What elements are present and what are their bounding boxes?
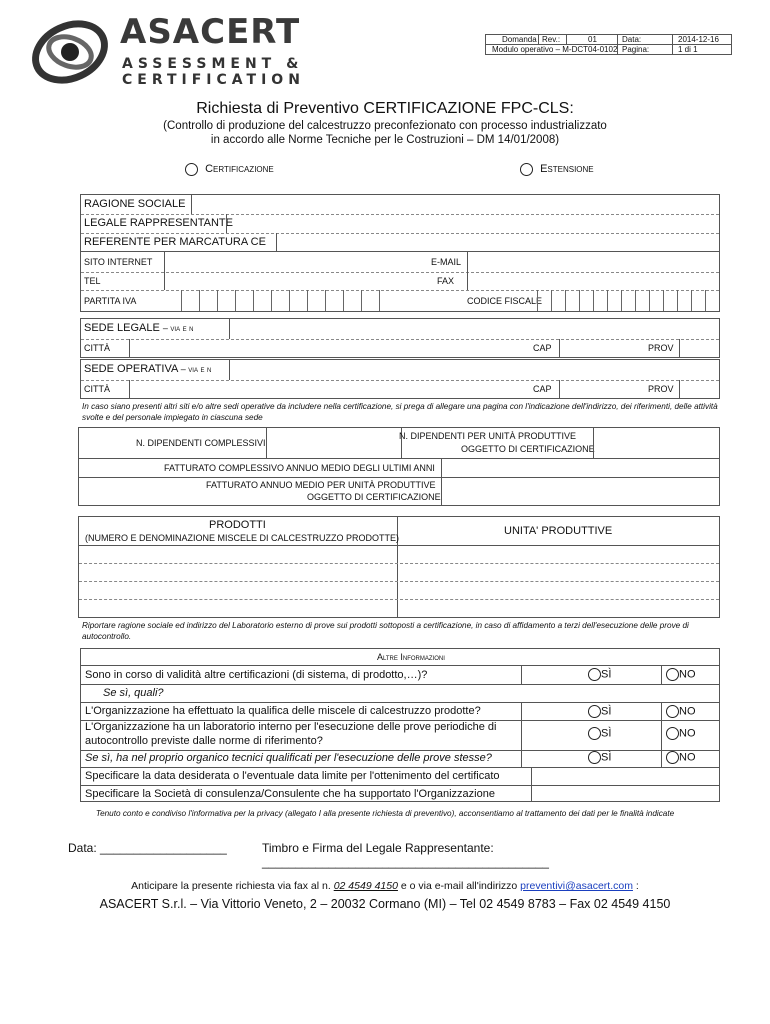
q2-si-label: SÌ bbox=[601, 705, 612, 718]
page-title: Richiesta di Preventivo CERTIFICAZIONE FPC-CLS: bbox=[196, 100, 574, 117]
prodotti-section bbox=[78, 516, 720, 618]
q4-si-radio[interactable] bbox=[588, 751, 601, 764]
certificazione-radio[interactable] bbox=[185, 163, 198, 176]
q5-text: Specificare la data desiderata o l'eventuale data limite per l'ottenimento del certificato bbox=[85, 770, 500, 782]
q2-no-label: NO bbox=[679, 705, 696, 718]
data-value: 2014-12-16 bbox=[678, 35, 719, 44]
dipendenti-unita-label-1: N. DIPENDENTI PER UNITÀ PRODUTTIVE bbox=[399, 431, 577, 441]
ragione-sociale-label: RAGIONE SOCIALE bbox=[84, 198, 186, 210]
q4-no-label: NO bbox=[679, 751, 696, 764]
logo-tagline-1: ASSESSMENT & bbox=[122, 56, 304, 72]
q3-no-radio[interactable] bbox=[666, 727, 679, 740]
privacy-note: Tenuto conto e condiviso l'informativa per la privacy (allegato I alla presente richiesta di preventivo), acconsentiamo al trattamento dei dati per le finalità indicate bbox=[95, 809, 675, 818]
page-subtitle-1: (Controllo di produzione del calcestruzzo preconfezionato con processo industrializzato bbox=[163, 120, 607, 132]
footer-company-line: ASACERT S.r.l. – Via Vittorio Veneto, 2 – 20032 Cormano (MI) – Tel 02 4549 8783 – Fax 02 4549 4150 bbox=[99, 897, 671, 911]
sede-operativa-citta-label: CITTÀ bbox=[84, 384, 110, 394]
q3-no-option[interactable] bbox=[666, 727, 696, 740]
q1b-text: Se sì, quali? bbox=[103, 687, 164, 699]
legale-rappresentante-label: LEGALE RAPPRESENTANTE bbox=[84, 217, 233, 229]
sede-legale-cap-label: CAP bbox=[533, 343, 552, 353]
sede-legale-label: SEDE LEGALE bbox=[84, 322, 160, 334]
domanda-label: Domanda bbox=[502, 35, 537, 44]
q4-text: Se sì, ha nel proprio organico tecnici qualificati per l'esecuzione delle prove stesse? bbox=[85, 752, 492, 764]
footer-colon: : bbox=[635, 880, 639, 892]
q3-si-option[interactable] bbox=[588, 727, 611, 740]
q2-si-radio[interactable] bbox=[588, 705, 601, 718]
footer-anticipare bbox=[0, 880, 770, 892]
q1-si-option[interactable] bbox=[588, 668, 611, 681]
sede-legale-suffix: – via e n bbox=[162, 323, 194, 333]
note-laboratorio: Riportare ragione sociale ed indirizzo del Laboratorio esterno di prove sui prodotti sottoposti a certificazione, in caso di affidamento a terzi dell'esecuzione delle prove di autocontrollo. bbox=[82, 621, 689, 641]
footer-anticipare-mid: e o via e-mail all'indirizzo bbox=[400, 880, 518, 892]
sito-label: SITO INTERNET bbox=[84, 257, 153, 267]
company-section bbox=[80, 194, 720, 312]
tel-label: TEL bbox=[84, 276, 101, 286]
q1-no-radio[interactable] bbox=[666, 668, 679, 681]
pagina-label: Pagina: bbox=[622, 45, 650, 54]
q3-text-2: autocontrollo previste dalle norme di riferimento? bbox=[85, 735, 323, 747]
modulo-label: Modulo operativo – M-DCT04-0102 bbox=[492, 45, 618, 54]
data-signature-field[interactable]: Data: ___________________ bbox=[68, 841, 227, 855]
rev-label: Rev.: bbox=[542, 35, 561, 44]
doc-header-table bbox=[485, 34, 732, 55]
sede-operativa-label: SEDE OPERATIVA bbox=[84, 363, 178, 375]
logo bbox=[28, 12, 308, 90]
q4-no-radio[interactable] bbox=[666, 751, 679, 764]
data-label: Data: bbox=[622, 35, 642, 44]
option-estensione[interactable] bbox=[520, 163, 594, 176]
altre-informazioni-title: Altre Informazioni bbox=[377, 652, 445, 662]
rev-value: 01 bbox=[588, 35, 597, 44]
prodotti-subtitle: (NUMERO E DENOMINAZIONE MISCELE DI CALCESTRUZZO PRODOTTE) bbox=[85, 533, 400, 543]
sede-operativa-cap-label: CAP bbox=[533, 384, 552, 394]
sede-operativa-suffix: – via e n bbox=[180, 364, 212, 374]
sede-operativa-section bbox=[80, 359, 720, 399]
q1-no-option[interactable] bbox=[666, 668, 696, 681]
fatturato-unita-label-2: OGGETTO DI CERTIFICAZIONE bbox=[307, 492, 441, 502]
dipendenti-section bbox=[78, 427, 720, 506]
page-subtitle-2: in accordo alle Norme Tecniche per le Costruzioni – DM 14/01/2008) bbox=[210, 134, 560, 146]
sede-legale-section bbox=[80, 318, 720, 358]
logo-brand: ASACERT bbox=[120, 12, 301, 52]
q4-si-option[interactable] bbox=[588, 751, 611, 764]
unita-produttive-title: UNITA' PRODUTTIVE bbox=[504, 525, 613, 537]
q3-si-label: SÌ bbox=[601, 727, 612, 740]
estensione-label: Estensione bbox=[540, 163, 594, 176]
sede-legale-citta-label: CITTÀ bbox=[84, 343, 110, 353]
certificazione-label: Certificazione bbox=[205, 163, 274, 176]
email-label: E-MAIL bbox=[431, 257, 462, 267]
q2-no-option[interactable] bbox=[666, 705, 696, 718]
q2-no-radio[interactable] bbox=[666, 705, 679, 718]
fatturato-unita-label-1: FATTURATO ANNUO MEDIO PER UNITÀ PRODUTTIVE bbox=[206, 480, 436, 490]
footer-fax-number: 02 4549 4150 bbox=[333, 880, 398, 892]
firma-signature-field[interactable]: Timbro e Firma del Legale Rappresentante: ___________________________________________ bbox=[262, 841, 549, 869]
q3-text-1: L'Organizzazione ha un laboratorio interno per l'esecuzione delle prove periodiche di bbox=[85, 721, 497, 733]
partita-iva-label: PARTITA IVA bbox=[84, 296, 137, 306]
referente-label: REFERENTE PER MARCATURA CE bbox=[84, 236, 266, 248]
pagina-value: 1 di 1 bbox=[678, 45, 698, 54]
sede-legale-prov-label: PROV bbox=[648, 343, 674, 353]
q4-no-option[interactable] bbox=[666, 751, 696, 764]
note-sedi: In caso siano presenti altri siti e/o altre sedi operative da includere nella certificazione, si prega di allegare una pagina con l'indicazione dell'indirizzo, dei riferimenti, delle attività svolte e del personale impiegato in ciascuna sede bbox=[82, 402, 718, 422]
codice-fiscale-label: CODICE FISCALE bbox=[467, 296, 543, 306]
q1-si-label: SÌ bbox=[601, 668, 612, 681]
q1-no-label: NO bbox=[679, 668, 696, 681]
dipendenti-unita-label-2: OGGETTO DI CERTIFICAZIONE bbox=[461, 444, 595, 454]
fatturato-complessivo-label: FATTURATO COMPLESSIVO ANNUO MEDIO DEGLI ULTIMI ANNI bbox=[164, 463, 435, 473]
q4-si-label: SÌ bbox=[601, 751, 612, 764]
footer-email-link[interactable]: preventivi@asacert.com bbox=[520, 880, 633, 892]
sede-operativa-prov-label: PROV bbox=[648, 384, 674, 394]
q6-text: Specificare la Società di consulenza/Consulente che ha supportato l'Organizzazione bbox=[85, 788, 495, 800]
q1-si-radio[interactable] bbox=[588, 668, 601, 681]
q1-text: Sono in corso di validità altre certificazioni (di sistema, di prodotto,…)? bbox=[85, 669, 428, 681]
logo-tagline-2: CERTIFICATION bbox=[122, 72, 305, 88]
prodotti-title: PRODOTTI bbox=[209, 519, 266, 531]
q3-no-label: NO bbox=[679, 727, 696, 740]
fax-label: FAX bbox=[437, 276, 455, 286]
q2-text: L'Organizzazione ha effettuato la qualifica delle miscele di calcestruzzo prodotte? bbox=[85, 705, 481, 717]
logo-swirl-icon bbox=[28, 14, 112, 86]
q3-si-radio[interactable] bbox=[588, 727, 601, 740]
option-certificazione[interactable] bbox=[185, 163, 274, 176]
footer-anticipare-pre: Anticipare la presente richiesta via fax al n. bbox=[131, 880, 331, 892]
q2-si-option[interactable] bbox=[588, 705, 611, 718]
estensione-radio[interactable] bbox=[520, 163, 533, 176]
dipendenti-complessivi-label: N. DIPENDENTI COMPLESSIVI bbox=[136, 438, 266, 448]
altre-informazioni-section bbox=[80, 648, 720, 802]
